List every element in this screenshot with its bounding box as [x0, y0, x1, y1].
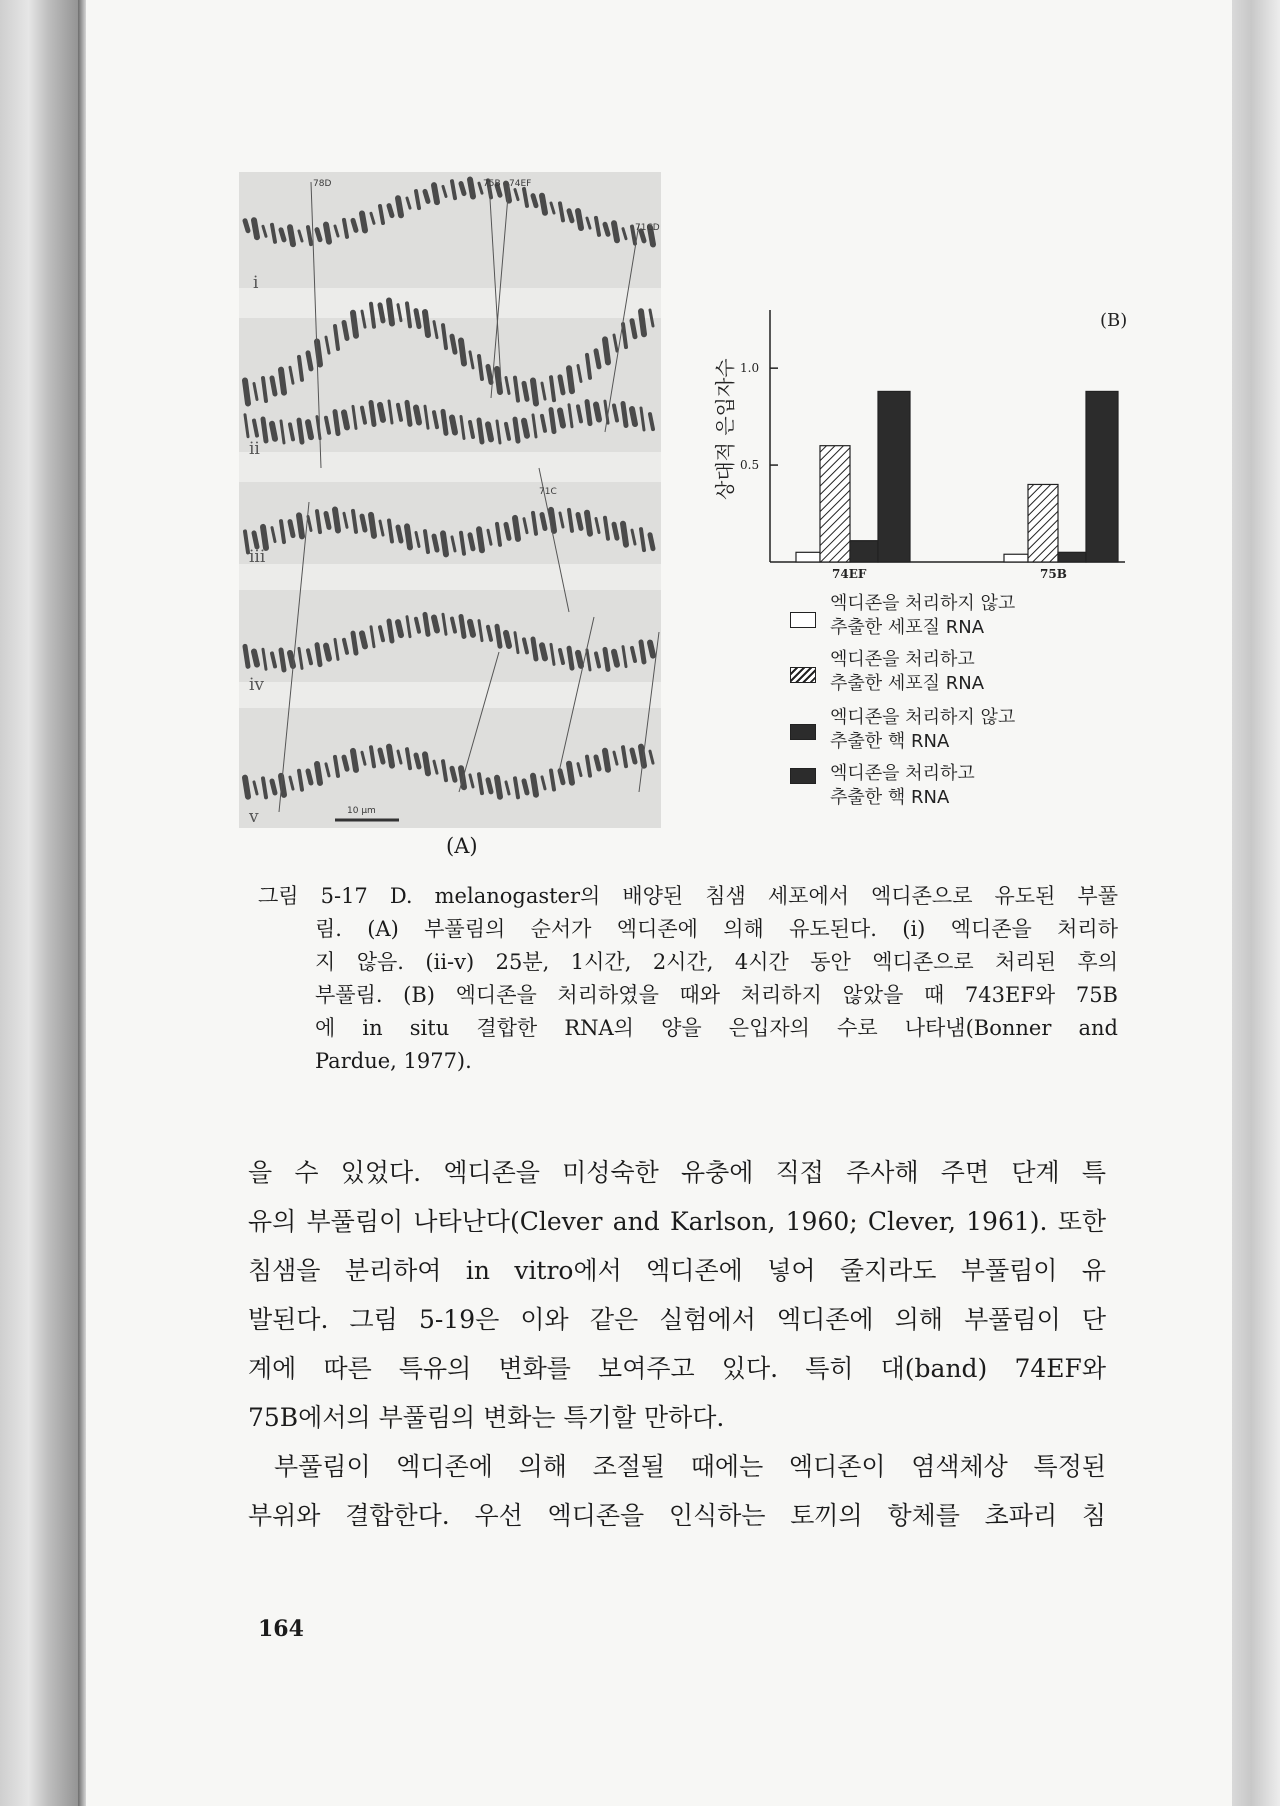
- chromosome-band: [452, 418, 455, 433]
- body-line: 발된다. 그림 5-19은 이와 같은 실험에서 엑디존에 의해 부풀림이 단: [248, 1305, 1106, 1334]
- chromosome-band: [524, 383, 527, 399]
- chromosome-band: [569, 368, 572, 391]
- legend-item-1: [830, 592, 1015, 640]
- chromosome-band: [326, 225, 329, 242]
- bar-75b-series-1: [1004, 554, 1028, 562]
- legend-swatch-4: [790, 768, 816, 784]
- body-line: 침샘을 분리하여 in vitro에서 엑디존에 넣어 줄지라도 부풀림이 유: [248, 1256, 1106, 1285]
- chromosome-band: [587, 513, 590, 534]
- bar-74ef-series-1: [796, 552, 820, 562]
- chromosome-band: [443, 411, 446, 433]
- chromosome-band: [578, 514, 581, 528]
- legend-swatch-2: [790, 667, 816, 683]
- chromosome-band: [371, 402, 374, 424]
- chromosome-band: [560, 771, 563, 783]
- body-line: 계에 따른 특유의 변화를 보여주고 있다. 특히 대(band) 74EF와: [248, 1354, 1106, 1383]
- chromosome-band: [506, 633, 509, 646]
- page-number: 164: [258, 1616, 304, 1642]
- chromosome-band: [533, 639, 536, 659]
- chromosome-band: [524, 421, 527, 436]
- chromosome-band: [632, 750, 635, 762]
- chromosome-band: [353, 220, 356, 230]
- chromosome-band: [623, 524, 626, 545]
- band-label-71c: 71C: [539, 487, 557, 497]
- chromosome-band: [632, 321, 635, 337]
- chromosome-band: [641, 642, 644, 662]
- body-line: 부풀림이 엑디존에 의해 조절될 때에는 엑디존이 염색체상 특정된: [274, 1452, 1106, 1481]
- row-label-iv: iv: [249, 675, 265, 695]
- legend-4-line2: 추출한 핵 RNA: [830, 787, 950, 808]
- chromosome-band: [398, 527, 401, 541]
- chromosome-band: [506, 524, 509, 538]
- chromosome-band: [569, 648, 572, 668]
- chromosome-band: [380, 305, 383, 321]
- legend-2-line1: 엑디존을 처리하고: [830, 649, 975, 670]
- chromosome-band: [407, 526, 410, 547]
- chromosome-band: [596, 351, 599, 367]
- chromosome-band: [533, 776, 536, 795]
- chromosome-band: [308, 422, 311, 437]
- chart-figure-b: [700, 300, 1140, 820]
- chromosome-band: [254, 220, 257, 237]
- legend-item-4: [830, 762, 975, 810]
- chromosome-band: [461, 184, 464, 194]
- band-label-78d: 78D: [313, 179, 332, 189]
- chromosome-band: [254, 652, 257, 665]
- chromosome-band: [425, 312, 428, 335]
- micrograph-figure-a: [239, 172, 661, 828]
- body-line: 75B에서의 부풀림의 변화는 특기할 만하다.: [248, 1403, 725, 1432]
- chromosome-band: [605, 649, 608, 669]
- bar-chart: [700, 300, 1140, 580]
- chromosome-band: [479, 420, 482, 442]
- chromosome-band: [596, 757, 599, 769]
- chromosome-band: [389, 621, 392, 641]
- bar-75b-series-2: [1028, 484, 1058, 562]
- chromosome-band: [605, 339, 608, 362]
- chromosome-band: [317, 764, 320, 783]
- chromosome-band: [425, 614, 428, 634]
- category-label: 75B: [1040, 567, 1067, 580]
- chromosome-band: [470, 622, 473, 635]
- chromosome-band: [560, 377, 563, 393]
- chromosome-band: [290, 522, 293, 536]
- chromosome-band: [389, 747, 392, 766]
- chromosome-band: [497, 778, 500, 797]
- chromosome-band: [542, 196, 545, 213]
- chromosome-band: [533, 196, 536, 206]
- legend-1-line1: 엑디존을 처리하지 않고: [830, 593, 1016, 614]
- chromosome-band: [362, 213, 365, 230]
- bar-74ef-series-4: [878, 391, 910, 562]
- chromosome-band: [605, 224, 608, 234]
- caption-line: 림. (A) 부풀림의 순서가 엑디존에 의해 유도된다. (i) 엑디존을 처리하: [315, 917, 1118, 941]
- legend-3-line2: 추출한 핵 RNA: [830, 731, 950, 752]
- bar-75b-series-3: [1058, 552, 1086, 562]
- legend-swatch-3: [790, 724, 816, 740]
- chromosome-band: [461, 616, 464, 636]
- y-tick-label: 1.0: [740, 361, 760, 376]
- legend-2-line2: 추출한 세포질 RNA: [830, 673, 985, 694]
- chromosome-band: [587, 402, 590, 424]
- chromosome-band: [497, 626, 500, 646]
- legend-4-line1: 엑디존을 처리하고: [830, 763, 975, 784]
- chromosome-band: [452, 768, 455, 780]
- book-left-edge: [0, 0, 82, 1806]
- chromosome-band: [488, 780, 491, 792]
- chromosome-band: [389, 206, 392, 216]
- figure-caption: [258, 880, 1118, 1078]
- category-label: 74EF: [832, 567, 867, 580]
- chromosome-band: [488, 424, 491, 439]
- chromosome-band: [245, 778, 248, 797]
- chromosome-band: [515, 518, 518, 539]
- row-label-v: v: [249, 807, 259, 827]
- chromosome-band: [650, 535, 653, 549]
- chromosome-band: [596, 405, 599, 420]
- chromosome-band: [245, 221, 248, 231]
- chromosome-band: [425, 191, 428, 201]
- chromosome-band: [632, 409, 635, 424]
- chromosome-band: [272, 378, 275, 394]
- row-label-i: i: [253, 273, 259, 293]
- chromosome-band: [470, 180, 473, 197]
- chromosome-band: [533, 380, 536, 403]
- chromosome-band: [614, 524, 617, 538]
- figure-a-label: (A): [446, 834, 478, 858]
- chromosome-band: [569, 211, 572, 221]
- chromosome-band: [479, 529, 482, 550]
- scale-bar-label: 10 μm: [347, 806, 376, 816]
- chromosome-band: [515, 419, 518, 441]
- chromosome-band: [308, 771, 311, 783]
- chromosome-band: [641, 311, 644, 334]
- chromosome-band: [344, 412, 347, 427]
- chromosome-band: [344, 322, 347, 338]
- chromosome-band: [272, 781, 275, 793]
- chromosome-band: [578, 653, 581, 666]
- chromosome-band: [650, 643, 653, 656]
- chromosome-band: [272, 424, 275, 439]
- body-line: 유의 부풀림이 나타난다(Clever and Karlson, 1960; Clever, 1961). 또한: [248, 1207, 1106, 1236]
- book-right-edge: [1232, 0, 1280, 1806]
- chromosome-band: [614, 652, 617, 665]
- chromosome-band: [614, 223, 617, 240]
- legend-swatch-1: [790, 612, 816, 628]
- chromosome-band: [335, 510, 338, 531]
- bar-74ef-series-2: [820, 446, 850, 562]
- legend-3-line1: 엑디존을 처리하지 않고: [830, 707, 1016, 728]
- row-label-iii: iii: [249, 547, 266, 567]
- legend-item-3: [830, 706, 1015, 754]
- chromosome-band: [362, 516, 365, 530]
- chromosome-band: [371, 515, 374, 536]
- chromosome-band: [380, 405, 383, 420]
- chromosome-band: [353, 751, 356, 770]
- chromosome-band: [434, 536, 437, 550]
- caption-line: 지 않음. (ii-v) 25분, 1시간, 2시간, 4시간 동안 엑디존으로 처리된 후의: [315, 950, 1118, 974]
- chromosome-band: [362, 633, 365, 646]
- chromosome-band: [416, 408, 419, 423]
- chromosome-band: [551, 410, 554, 432]
- chromosome-band: [578, 211, 581, 228]
- chromosome-band: [425, 754, 428, 773]
- chromosome-band: [623, 404, 626, 426]
- chromosome-band: [497, 369, 500, 392]
- chromosome-band: [281, 370, 284, 393]
- band-label-71cd: 71CD: [635, 223, 660, 233]
- chromosome-band: [416, 755, 419, 767]
- chromosome-band: [353, 313, 356, 336]
- legend-item-2: [830, 648, 984, 696]
- band-label-75b: 75B: [483, 179, 501, 189]
- chromosome-band: [263, 527, 266, 548]
- chromosome-band: [488, 366, 491, 382]
- y-tick-label: 0.5: [740, 458, 760, 473]
- micrograph-drawing: [239, 172, 661, 828]
- chromosome-band: [434, 618, 437, 631]
- chromosome-band: [605, 751, 608, 770]
- chromosome-band: [353, 633, 356, 653]
- y-axis-label: 상대적 은입자수: [713, 358, 737, 500]
- chromosome-band: [560, 411, 563, 426]
- chromosome-band: [254, 533, 257, 547]
- chromosome-band: [542, 515, 545, 529]
- panel-b-label: (B): [1100, 310, 1128, 331]
- chromosome-band: [326, 646, 329, 659]
- chromosome-band: [569, 764, 572, 783]
- chromosome-band: [299, 420, 302, 442]
- chromosome-band: [281, 230, 284, 240]
- chromosome-band: [470, 535, 473, 549]
- band-label-74ef: 74EF: [509, 179, 532, 189]
- chromosome-band: [389, 301, 392, 324]
- chromosome-band: [542, 645, 545, 658]
- chromosome-band: [263, 419, 266, 441]
- chromosome-band: [380, 750, 383, 762]
- caption-line: 에 in situ 결합한 RNA의 양을 은입자의 수로 나타냄(Bonner and: [315, 1016, 1118, 1040]
- chromosome-band: [344, 757, 347, 769]
- chromosome-band: [299, 515, 302, 536]
- body-text: [248, 1148, 1106, 1540]
- chromosome-band: [452, 336, 455, 352]
- caption-line: 부풀림. (B) 엑디존을 처리하였을 때와 처리하지 않았을 때 743EF와 75B: [315, 983, 1118, 1007]
- chromosome-band: [317, 645, 320, 665]
- body-line: 부위와 결합한다. 우선 엑디존을 인식하는 토끼의 항체를 초파리 침: [248, 1501, 1106, 1530]
- caption-line: 그림 5-17 D. melanogaster의 배양된 침샘 세포에서 엑디존으로 유도된 부풀: [258, 884, 1118, 908]
- chromosome-band: [416, 311, 419, 327]
- chromosome-band: [434, 185, 437, 202]
- chromosome-band: [317, 230, 320, 240]
- bar-74ef-series-3: [850, 541, 878, 562]
- chromosome-band: [245, 380, 248, 403]
- bar-75b-series-4: [1086, 391, 1118, 562]
- chromosome-band: [461, 341, 464, 364]
- chromosome-band: [326, 513, 329, 527]
- chromosome-band: [335, 412, 338, 434]
- chromosome-band: [407, 402, 410, 424]
- chromosome-band: [290, 653, 293, 666]
- caption-line: Pardue, 1977).: [315, 1049, 472, 1073]
- chromosome-band: [308, 353, 311, 369]
- chromosome-band: [443, 533, 446, 554]
- chromosome-band: [398, 198, 401, 215]
- legend-1-line2: 추출한 세포질 RNA: [830, 617, 985, 638]
- chromosome-band: [398, 622, 401, 635]
- row-label-ii: ii: [249, 439, 260, 459]
- chromosome-band: [290, 227, 293, 244]
- chromosome-band: [281, 650, 284, 670]
- chromosome-band: [524, 781, 527, 793]
- body-line: 을 수 있었다. 엑디존을 미성숙한 유충에 직접 주사해 주면 단계 특: [248, 1158, 1106, 1187]
- chromosome-band: [245, 646, 248, 666]
